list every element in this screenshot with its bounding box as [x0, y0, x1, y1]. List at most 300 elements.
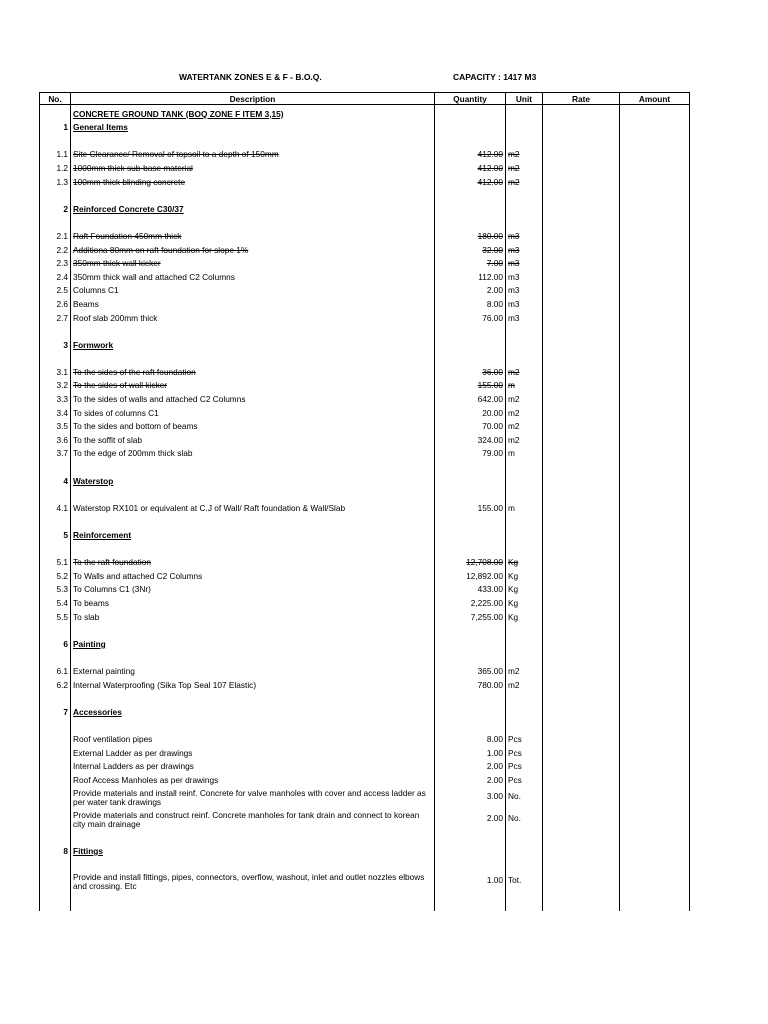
section-row	[40, 842, 690, 856]
item-amount	[620, 214, 690, 228]
item-rate	[543, 295, 620, 309]
item-quantity	[435, 649, 506, 663]
item-unit	[506, 829, 543, 843]
item-unit: m2	[506, 431, 543, 445]
item-amount	[620, 418, 690, 432]
item-rate	[543, 744, 620, 758]
item-rate	[543, 649, 620, 663]
item-unit	[506, 513, 543, 527]
table-row	[40, 807, 690, 829]
item-unit	[506, 200, 543, 214]
item-quantity: 20.00	[435, 404, 506, 418]
item-rate	[543, 526, 620, 540]
item-rate	[543, 132, 620, 146]
item-description: Fittings	[71, 842, 435, 856]
table-row	[40, 594, 690, 608]
item-number	[40, 891, 71, 911]
item-quantity	[435, 690, 506, 704]
table-row	[40, 173, 690, 187]
item-unit: m2	[506, 146, 543, 160]
item-rate	[543, 676, 620, 690]
col-header-rate: Rate	[543, 93, 620, 105]
item-description: External painting	[71, 662, 435, 676]
item-description: To the sides of wall kicker	[71, 377, 435, 391]
item-description	[71, 690, 435, 704]
item-rate	[543, 717, 620, 731]
item-description	[71, 458, 435, 472]
table-row	[40, 282, 690, 296]
table-row	[40, 418, 690, 432]
item-amount	[620, 807, 690, 829]
item-number: 7	[40, 703, 71, 717]
item-number: 2.3	[40, 255, 71, 269]
item-description: Provide and install fittings, pipes, connectors, overflow, washout, inlet and outlet nozzles elbows and crossing. Etc	[71, 869, 435, 891]
item-description: Beams	[71, 295, 435, 309]
item-unit	[506, 635, 543, 649]
item-amount	[620, 594, 690, 608]
item-description	[71, 513, 435, 527]
item-number	[40, 214, 71, 228]
item-amount	[620, 829, 690, 843]
item-quantity	[435, 526, 506, 540]
item-unit: m3	[506, 268, 543, 282]
item-unit: m3	[506, 255, 543, 269]
item-amount	[620, 526, 690, 540]
item-unit: Kg	[506, 581, 543, 595]
item-number	[40, 690, 71, 704]
item-quantity: 365.00	[435, 662, 506, 676]
item-unit: Kg	[506, 608, 543, 622]
item-rate	[543, 499, 620, 513]
item-quantity: 70.00	[435, 418, 506, 432]
boq-table	[39, 92, 690, 911]
item-quantity: 412.00	[435, 159, 506, 173]
item-rate	[543, 771, 620, 785]
item-unit	[506, 891, 543, 911]
item-unit: Kg	[506, 567, 543, 581]
item-quantity	[435, 187, 506, 201]
item-number	[40, 829, 71, 843]
item-rate	[543, 513, 620, 527]
item-unit: Kg	[506, 594, 543, 608]
item-description	[71, 214, 435, 228]
item-rate	[543, 336, 620, 350]
item-unit: Pcs	[506, 730, 543, 744]
item-unit	[506, 187, 543, 201]
item-quantity	[435, 323, 506, 337]
item-rate	[543, 377, 620, 391]
item-number: 3.6	[40, 431, 71, 445]
item-number: 2.7	[40, 309, 71, 323]
item-number	[40, 187, 71, 201]
item-number: 3.7	[40, 445, 71, 459]
item-amount	[620, 856, 690, 870]
item-description	[71, 829, 435, 843]
item-amount	[620, 622, 690, 636]
item-description: 100mm thick blinding concrete	[71, 173, 435, 187]
item-description: Internal Waterproofing (Sika Top Seal 107 Elastic)	[71, 676, 435, 690]
item-number	[40, 458, 71, 472]
item-amount	[620, 581, 690, 595]
item-quantity	[435, 486, 506, 500]
item-quantity: 36.00	[435, 363, 506, 377]
item-number	[40, 649, 71, 663]
item-amount	[620, 758, 690, 772]
item-quantity: 8.00	[435, 730, 506, 744]
item-number: 8	[40, 842, 71, 856]
item-description	[71, 540, 435, 554]
item-unit: No.	[506, 807, 543, 829]
item-amount	[620, 554, 690, 568]
item-number: 2.6	[40, 295, 71, 309]
item-amount	[620, 842, 690, 856]
item-number	[40, 717, 71, 731]
table-row	[40, 255, 690, 269]
item-amount	[620, 187, 690, 201]
item-description	[71, 132, 435, 146]
item-description	[71, 856, 435, 870]
item-amount	[620, 567, 690, 581]
item-number	[40, 758, 71, 772]
item-number: 5.3	[40, 581, 71, 595]
item-quantity: 2.00	[435, 807, 506, 829]
item-amount	[620, 200, 690, 214]
item-amount	[620, 241, 690, 255]
item-number	[40, 785, 71, 807]
item-unit: Kg	[506, 554, 543, 568]
item-description	[71, 649, 435, 663]
table-row	[40, 676, 690, 690]
table-row	[40, 377, 690, 391]
item-number: 2.2	[40, 241, 71, 255]
item-amount	[620, 146, 690, 160]
col-header-unit: Unit	[506, 93, 543, 105]
section-row	[40, 200, 690, 214]
item-quantity	[435, 200, 506, 214]
item-description: 350mm thick wall kicker	[71, 255, 435, 269]
item-quantity: 12,708.00	[435, 554, 506, 568]
table-row	[40, 499, 690, 513]
item-amount	[620, 363, 690, 377]
item-rate	[543, 200, 620, 214]
item-description: To the edge of 200mm thick slab	[71, 445, 435, 459]
table-row	[40, 431, 690, 445]
item-amount	[620, 431, 690, 445]
item-description: Roof slab 200mm thick	[71, 309, 435, 323]
item-amount	[620, 540, 690, 554]
item-quantity	[435, 622, 506, 636]
section-row	[40, 119, 690, 133]
item-unit: m2	[506, 159, 543, 173]
item-quantity: 155.00	[435, 377, 506, 391]
item-number: 1.3	[40, 173, 71, 187]
item-rate	[543, 869, 620, 891]
item-unit	[506, 350, 543, 364]
item-unit	[506, 842, 543, 856]
item-rate	[543, 540, 620, 554]
item-quantity: 780.00	[435, 676, 506, 690]
item-unit	[506, 458, 543, 472]
item-description	[71, 187, 435, 201]
item-quantity: 1.00	[435, 869, 506, 891]
item-description: Roof ventilation pipes	[71, 730, 435, 744]
item-number: 2.5	[40, 282, 71, 296]
item-quantity	[435, 856, 506, 870]
item-amount	[620, 377, 690, 391]
item-number	[40, 744, 71, 758]
item-description: Provide materials and construct reinf. Concrete manholes for tank drain and connect to korean city main drainage	[71, 807, 435, 829]
item-amount	[620, 730, 690, 744]
item-amount	[620, 608, 690, 622]
item-unit: Pcs	[506, 771, 543, 785]
item-quantity: 2.00	[435, 771, 506, 785]
item-number: 5.5	[40, 608, 71, 622]
item-unit	[506, 336, 543, 350]
item-number: 2.1	[40, 227, 71, 241]
item-rate	[543, 829, 620, 843]
item-description: Accessories	[71, 703, 435, 717]
spacer-row	[40, 323, 690, 337]
item-number: 4.1	[40, 499, 71, 513]
item-rate	[543, 458, 620, 472]
spacer-row	[40, 717, 690, 731]
spacer-row	[40, 649, 690, 663]
item-quantity: 2.00	[435, 758, 506, 772]
item-amount	[620, 282, 690, 296]
spacer-row	[40, 187, 690, 201]
table-row	[40, 268, 690, 282]
item-amount	[620, 390, 690, 404]
table-header	[40, 93, 690, 105]
item-number: 6.2	[40, 676, 71, 690]
item-amount	[620, 255, 690, 269]
item-number	[40, 323, 71, 337]
item-quantity: 12,892.00	[435, 567, 506, 581]
item-rate	[543, 662, 620, 676]
table-row	[40, 554, 690, 568]
item-amount	[620, 227, 690, 241]
item-amount	[620, 676, 690, 690]
item-quantity	[435, 472, 506, 486]
item-rate	[543, 173, 620, 187]
item-quantity	[435, 540, 506, 554]
item-rate	[543, 635, 620, 649]
item-amount	[620, 336, 690, 350]
item-number: 1	[40, 119, 71, 133]
item-rate	[543, 567, 620, 581]
item-number: 5.4	[40, 594, 71, 608]
item-rate	[543, 255, 620, 269]
item-unit: m3	[506, 227, 543, 241]
table-row	[40, 662, 690, 676]
item-description	[71, 323, 435, 337]
capacity-label: CAPACITY : 1417 M3	[453, 72, 537, 82]
item-rate	[543, 431, 620, 445]
item-description: To slab	[71, 608, 435, 622]
item-number: 6.1	[40, 662, 71, 676]
item-unit: m2	[506, 676, 543, 690]
item-unit	[506, 105, 543, 119]
item-description: Waterstop RX101 or equivalent at C.J of Wall/ Raft foundation & Wall/Slab	[71, 499, 435, 513]
item-number: 3.1	[40, 363, 71, 377]
item-unit: m2	[506, 418, 543, 432]
item-number	[40, 132, 71, 146]
item-number	[40, 622, 71, 636]
item-rate	[543, 785, 620, 807]
spacer-row	[40, 829, 690, 843]
item-description: CONCRETE GROUND TANK (BOQ ZONE F ITEM 3,15)	[71, 105, 435, 119]
item-quantity: 112.00	[435, 268, 506, 282]
item-quantity	[435, 105, 506, 119]
table-row	[40, 404, 690, 418]
table-row	[40, 445, 690, 459]
item-description: To the sides and bottom of beams	[71, 418, 435, 432]
item-amount	[620, 744, 690, 758]
item-amount	[620, 350, 690, 364]
item-amount	[620, 891, 690, 911]
item-unit: m2	[506, 662, 543, 676]
item-quantity	[435, 703, 506, 717]
item-number: 4	[40, 472, 71, 486]
item-rate	[543, 594, 620, 608]
item-description: To the raft foundation	[71, 554, 435, 568]
item-description: Internal Ladders as per drawings	[71, 758, 435, 772]
item-description: Reinforcement	[71, 526, 435, 540]
item-unit: m3	[506, 295, 543, 309]
item-description: 1000mm thick sub-base material	[71, 159, 435, 173]
item-unit: m	[506, 445, 543, 459]
spacer-row	[40, 690, 690, 704]
item-number: 1.2	[40, 159, 71, 173]
item-description: Raft Foundation 450mm thick	[71, 227, 435, 241]
item-description: To the soffit of slab	[71, 431, 435, 445]
item-rate	[543, 690, 620, 704]
spacer-row	[40, 458, 690, 472]
item-rate	[543, 146, 620, 160]
item-unit	[506, 540, 543, 554]
item-rate	[543, 445, 620, 459]
item-number: 6	[40, 635, 71, 649]
table-row	[40, 730, 690, 744]
table-row	[40, 146, 690, 160]
item-quantity	[435, 336, 506, 350]
item-quantity	[435, 458, 506, 472]
item-number	[40, 350, 71, 364]
item-description: Provide materials and install reinf. Concrete for valve manholes with cover and access ladder as per water tank drawings	[71, 785, 435, 807]
item-rate	[543, 554, 620, 568]
item-quantity: 2,225.00	[435, 594, 506, 608]
item-amount	[620, 649, 690, 663]
item-quantity: 1.00	[435, 744, 506, 758]
item-unit	[506, 323, 543, 337]
item-number	[40, 486, 71, 500]
item-amount	[620, 785, 690, 807]
item-rate	[543, 807, 620, 829]
item-number: 2.4	[40, 268, 71, 282]
item-amount	[620, 132, 690, 146]
item-unit: m	[506, 499, 543, 513]
item-unit	[506, 622, 543, 636]
item-quantity	[435, 513, 506, 527]
item-quantity	[435, 350, 506, 364]
item-unit	[506, 703, 543, 717]
item-quantity: 7.00	[435, 255, 506, 269]
document-header	[0, 72, 768, 86]
item-unit	[506, 717, 543, 731]
item-unit: m3	[506, 309, 543, 323]
item-rate	[543, 703, 620, 717]
item-quantity: 3.00	[435, 785, 506, 807]
item-amount	[620, 458, 690, 472]
item-amount	[620, 159, 690, 173]
item-quantity	[435, 891, 506, 911]
item-rate	[543, 241, 620, 255]
item-number	[40, 856, 71, 870]
item-description: To sides of columns C1	[71, 404, 435, 418]
item-amount	[620, 717, 690, 731]
item-rate	[543, 390, 620, 404]
item-rate	[543, 119, 620, 133]
spacer-row	[40, 540, 690, 554]
item-description	[71, 350, 435, 364]
item-number: 2	[40, 200, 71, 214]
item-description	[71, 891, 435, 911]
item-unit: m3	[506, 241, 543, 255]
col-header-description: Description	[71, 93, 435, 105]
item-amount	[620, 703, 690, 717]
item-unit	[506, 649, 543, 663]
item-quantity	[435, 132, 506, 146]
item-rate	[543, 227, 620, 241]
item-unit: m2	[506, 390, 543, 404]
item-rate	[543, 350, 620, 364]
item-description: To the sides of the raft foundation	[71, 363, 435, 377]
item-quantity: 79.00	[435, 445, 506, 459]
section-row	[40, 472, 690, 486]
table-row	[40, 581, 690, 595]
item-amount	[620, 771, 690, 785]
item-rate	[543, 758, 620, 772]
item-amount	[620, 486, 690, 500]
item-number: 3.3	[40, 390, 71, 404]
item-rate	[543, 622, 620, 636]
item-description: Columns C1	[71, 282, 435, 296]
item-unit: m	[506, 377, 543, 391]
item-description: Additiona 80mm on raft foundation for slope 1%	[71, 241, 435, 255]
item-number: 3.5	[40, 418, 71, 432]
item-description: To the sides of walls and attached C2 Columns	[71, 390, 435, 404]
item-number: 3.4	[40, 404, 71, 418]
item-amount	[620, 869, 690, 891]
item-quantity: 642.00	[435, 390, 506, 404]
item-rate	[543, 363, 620, 377]
header-row	[40, 93, 690, 105]
item-unit: m2	[506, 363, 543, 377]
item-description: To Columns C1 (3Nr)	[71, 581, 435, 595]
spacer-row	[40, 891, 690, 911]
item-description: Waterstop	[71, 472, 435, 486]
item-number: 5	[40, 526, 71, 540]
spacer-row	[40, 214, 690, 228]
item-description: To beams	[71, 594, 435, 608]
table-row	[40, 363, 690, 377]
table-body	[40, 105, 690, 912]
item-amount	[620, 119, 690, 133]
item-unit: Pcs	[506, 758, 543, 772]
item-unit: m3	[506, 282, 543, 296]
item-unit: No.	[506, 785, 543, 807]
item-amount	[620, 662, 690, 676]
